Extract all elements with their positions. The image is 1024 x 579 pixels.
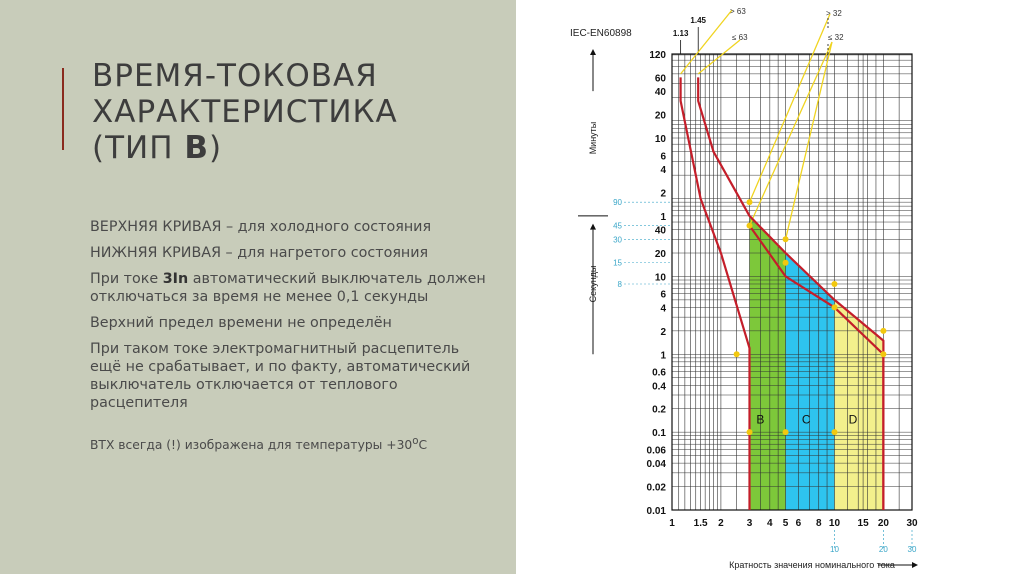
side-tick-seconds: 90 <box>613 198 622 208</box>
x-axis-arrowhead <box>912 562 918 568</box>
side-tick-seconds: 30 <box>613 235 622 245</box>
y-tick-label-minutes: 10 <box>654 134 666 146</box>
p3-pre: При токе <box>90 271 163 287</box>
curve-point <box>783 260 789 266</box>
y-tick-label-minutes: 40 <box>654 87 666 99</box>
p3-post: автоматический выключатель должен отключаться за время не менее 0,1 секунды <box>90 271 486 305</box>
body-paragraph-upper-limit: Верхний предел времени не определён <box>90 315 392 331</box>
y-tick-label-seconds: 40 <box>654 225 666 237</box>
zone-label-b: B <box>756 412 765 427</box>
y-tick-label-minutes: 60 <box>654 73 666 85</box>
curve-point <box>783 429 789 435</box>
slide-title <box>92 58 492 166</box>
x-tick-label: 10 <box>828 518 841 529</box>
y-tick-label-seconds: 4 <box>660 303 666 315</box>
chart-area <box>560 0 1024 574</box>
zone-label-c: C <box>801 412 811 427</box>
title-accent-line <box>62 68 64 150</box>
standard-label: IEC-EN60898 <box>570 28 632 39</box>
curve-point <box>831 281 837 287</box>
y-tick-label-seconds: 0.04 <box>646 459 666 471</box>
curve-point <box>880 328 886 334</box>
y-tick-label-seconds: 0.1 <box>652 428 666 440</box>
body-paragraph-upper-curve: ВЕРХНЯЯ КРИВАЯ – для холодного состояния <box>90 219 432 235</box>
guide-label: ≤ 32 <box>828 33 844 42</box>
side-tick-seconds: 15 <box>613 258 622 268</box>
y-tick-label-seconds: 0.2 <box>652 404 666 416</box>
left-panel <box>0 0 516 574</box>
x-tick-label: 4 <box>767 518 773 529</box>
minutes-arrowhead <box>590 49 596 55</box>
curve-point <box>734 351 740 357</box>
y-tick-label-seconds: 0.4 <box>652 381 666 393</box>
y-tick-label-minutes: 120 <box>649 50 666 61</box>
note-pre: ВТХ всегда (!) изображена для температуры +30 <box>90 438 413 453</box>
y-tick-label-minutes: 2 <box>660 188 666 200</box>
curve-point <box>831 304 837 310</box>
curve-point <box>880 351 886 357</box>
time-current-chart <box>560 0 1024 574</box>
side-tick-seconds: 45 <box>613 221 622 231</box>
title-line-3-post: ) <box>209 130 223 166</box>
zone-b <box>750 216 786 510</box>
x-axis-title: Кратность значения номинального тока <box>729 560 895 570</box>
y-tick-label-minutes: 6 <box>660 151 666 163</box>
body-paragraph-lower-curve: НИЖНЯЯ КРИВАЯ – для нагретого состояния <box>90 245 429 261</box>
x-tick-label: 8 <box>815 518 822 529</box>
slide-body <box>90 218 490 462</box>
x-tick-label: 5 <box>782 518 789 529</box>
y-axis-seconds-label: Секунды <box>588 265 598 303</box>
y-axis-title-minutes <box>588 122 598 155</box>
curve-point <box>783 236 789 242</box>
x-tick-label: 15 <box>857 518 869 529</box>
x-tick-label: 2 <box>718 518 724 529</box>
body-paragraph-3in <box>90 270 490 306</box>
aux-tick-label: 10 <box>830 545 839 554</box>
aux-tick-label: 20 <box>878 545 888 554</box>
x-tick-label: 6 <box>795 518 802 529</box>
title-type-letter: B <box>184 130 210 166</box>
y-tick-label-seconds: 20 <box>654 249 666 261</box>
y-tick-label-seconds: 2 <box>660 326 666 338</box>
x-tick-label: 20 <box>877 518 889 529</box>
x-tick-label: 1 <box>669 518 675 529</box>
title-line-2: ХАРАКТЕРИСТИКА <box>92 94 398 130</box>
title-line-3-pre: (ТИП <box>92 130 185 166</box>
note-post: С <box>418 438 428 453</box>
curve-point <box>747 223 753 229</box>
guide-label: > 32 <box>826 9 842 18</box>
body-note-temperature <box>90 432 490 454</box>
curve-point <box>747 429 753 435</box>
y-tick-label-seconds: 0.06 <box>646 445 666 457</box>
title-line-1: ВРЕМЯ-ТОКОВАЯ <box>92 58 378 94</box>
y-tick-label-seconds: 1 <box>660 350 666 362</box>
aux-tick-label: 30 <box>907 545 917 554</box>
p3-current: 3In <box>162 271 189 287</box>
y-tick-label-seconds: 6 <box>660 289 666 301</box>
seconds-arrowhead <box>590 224 596 230</box>
side-tick-seconds: 8 <box>617 279 622 289</box>
guide-label: > 63 <box>730 7 746 16</box>
y-tick-label-minutes: 1 <box>660 211 666 223</box>
guide-label: ≤ 63 <box>732 33 748 42</box>
note-degree: о <box>412 435 419 447</box>
y-tick-label-seconds: 0.01 <box>646 506 666 517</box>
x-tick-label: 30 <box>906 518 918 529</box>
zone-label-d: D <box>848 412 858 427</box>
curve-point <box>831 429 837 435</box>
top-label-1-13: 1.13 <box>672 29 689 38</box>
top-label-1-45: 1.45 <box>690 16 707 25</box>
y-tick-label-minutes: 4 <box>660 164 666 176</box>
y-tick-label-seconds: 10 <box>654 272 666 284</box>
y-tick-label-seconds: 0.02 <box>646 482 666 494</box>
y-axis-minutes-label: Минуты <box>588 121 598 155</box>
x-tick-label: 1.5 <box>693 518 708 529</box>
y-tick-label-minutes: 20 <box>654 110 666 122</box>
curve-point <box>747 199 753 205</box>
y-tick-label-seconds: 0.6 <box>652 367 666 379</box>
body-paragraph-thermal: При таком токе электромагнитный расцепитель ещё не срабатывает, и по факту, автоматический выключатель отключается от теплового расцепителя <box>90 341 471 411</box>
x-tick-label: 3 <box>746 518 753 529</box>
